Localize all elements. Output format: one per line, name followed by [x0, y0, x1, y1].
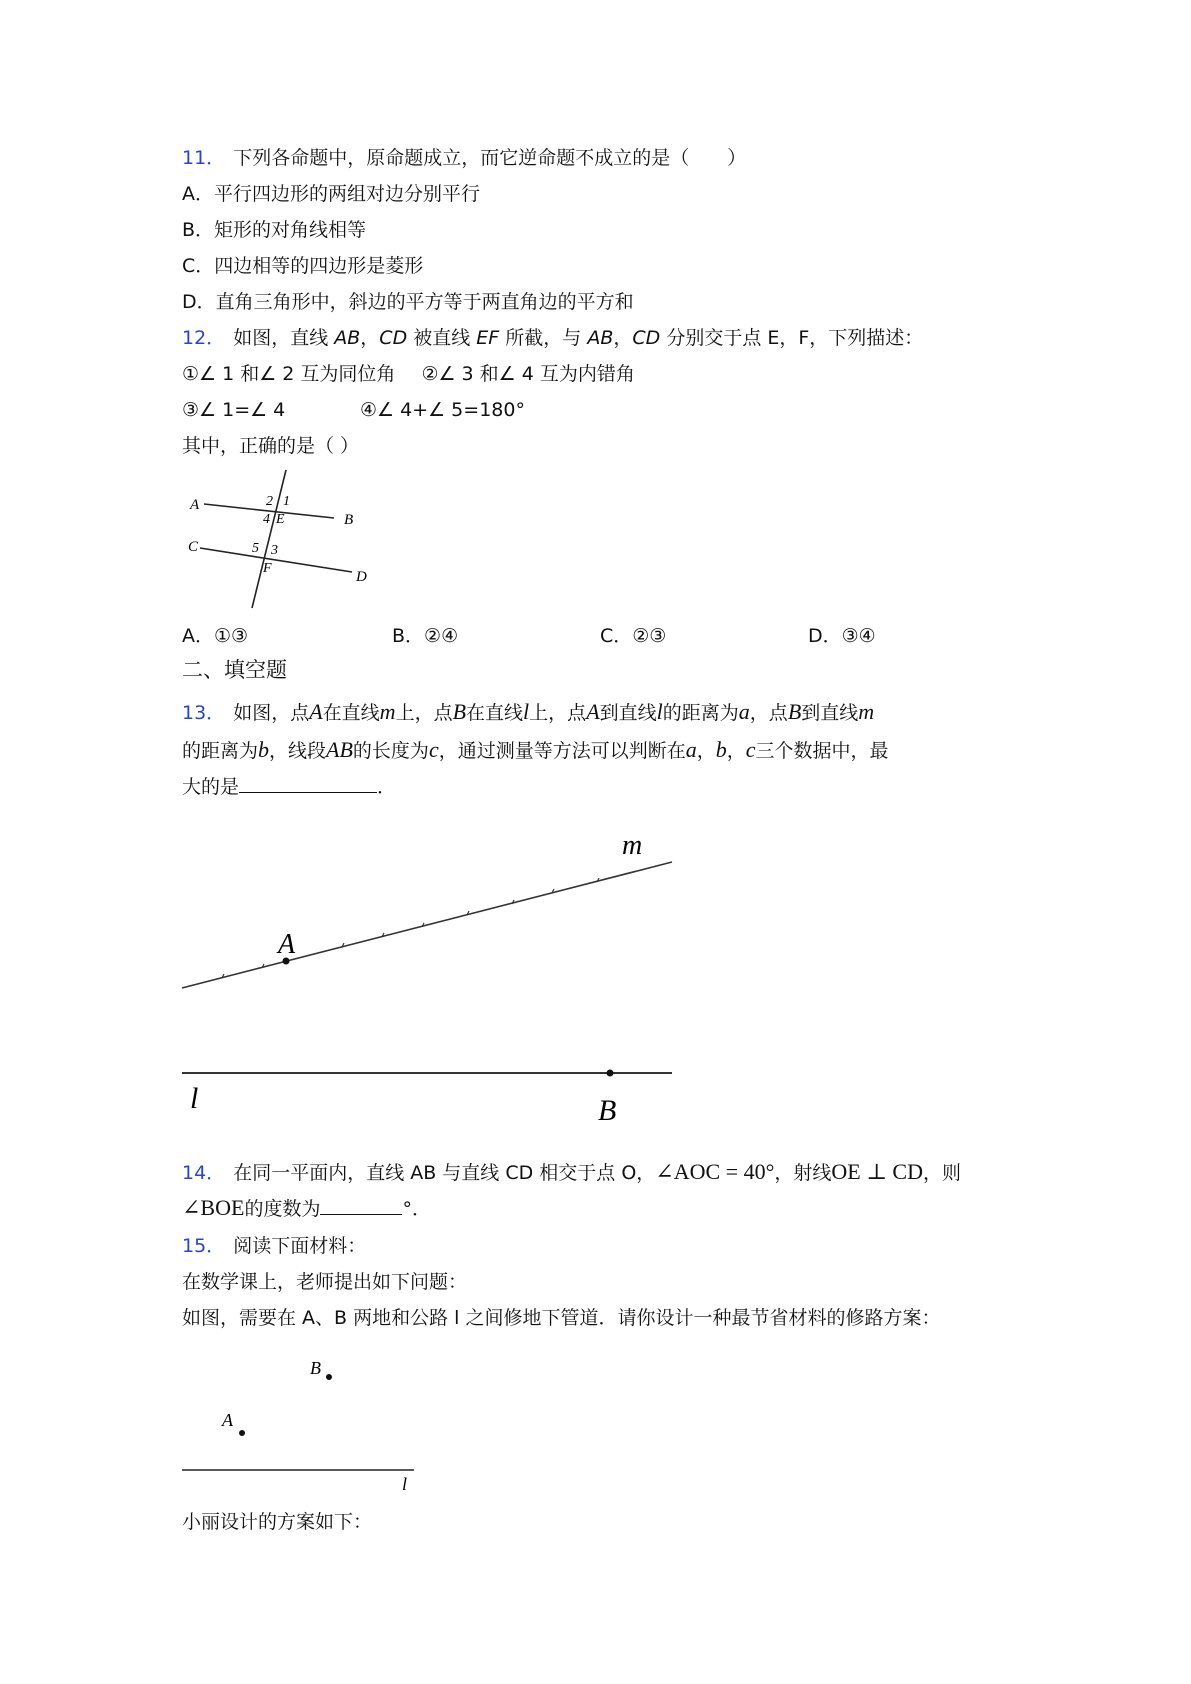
q13-text: ，点 [749, 702, 788, 724]
q12-stem-part: 所截，与 [499, 327, 588, 349]
q13-text: 到直线 [599, 702, 657, 724]
q15-line2: 在数学课上，老师提出如下问题： [182, 1271, 468, 1293]
label-m: m [622, 830, 643, 861]
q12-statement-1: ①∠ 1 和∠ 2 互为同位角 [182, 363, 396, 385]
q12-line-cd: CD [632, 327, 661, 349]
label-b: B [598, 1094, 617, 1127]
var-b: b [258, 737, 270, 762]
q12-comma: ， [613, 327, 633, 349]
label-a: A [278, 929, 296, 960]
section-heading: 二、填空题 [182, 658, 287, 682]
q14-answer-blank[interactable] [320, 1196, 402, 1215]
q13-text: 三个数据中，最 [755, 740, 889, 762]
label-b: B [310, 1358, 321, 1378]
q12-line-ab: AB [587, 327, 614, 349]
angle-boe: ∠BOE [182, 1195, 245, 1220]
q13-text: 在直线 [322, 702, 380, 724]
line-l-symbol: l [523, 699, 530, 724]
var-a: a [685, 737, 697, 762]
angle-aoc: ∠AOC = 40° [655, 1159, 775, 1184]
angle-2-label: 2 [266, 494, 273, 509]
q14-text: ，则 [922, 1162, 961, 1184]
q12-option-c: C．②③ [600, 625, 667, 647]
q12-statements-row1 [182, 362, 635, 386]
line-ef [252, 470, 286, 608]
q12-line-cd: CD [379, 327, 408, 349]
line-m-symbol: m [379, 699, 396, 724]
q12-option-b: B．②④ [392, 625, 459, 647]
q14-text: 在同一平面内，直线 AB 与直线 CD 相交于点 O， [233, 1162, 656, 1184]
q12-stem-part: 分别交于点 E，F，下列描述： [660, 327, 924, 349]
q11-number: 11． [182, 147, 226, 169]
q11-stem [182, 146, 746, 170]
q13-line2 [182, 738, 889, 763]
q12-stem-part: 被直线 [407, 327, 477, 349]
line-m [182, 862, 672, 988]
angle-4-label: 4 [263, 512, 270, 527]
var-c: c [428, 737, 439, 762]
q12-number: 12． [182, 327, 226, 349]
var-b: b [715, 737, 727, 762]
q12-line-ab: AB [334, 327, 361, 349]
q13-text: 的距离为 [662, 702, 739, 724]
q14-number: 14． [182, 1162, 226, 1184]
q15-number: 15． [182, 1235, 226, 1257]
line-m-symbol: m [858, 699, 875, 724]
q13-text: ，通过测量等方法可以判断在 [438, 740, 686, 762]
q11-stem-text: 下列各命题中，原命题成立，而它逆命题不成立的是（ ） [233, 147, 747, 169]
q12-figure [182, 462, 382, 612]
q13-text: 的长度为 [352, 740, 429, 762]
q14-line1 [182, 1160, 961, 1185]
label-l: l [190, 1082, 199, 1115]
q13-text: 如图，点 [233, 702, 310, 724]
q12-option-d: D．③④ [808, 625, 876, 647]
q14-text: ，射线 [774, 1162, 832, 1184]
q15-line1 [182, 1234, 366, 1258]
q14-line2 [182, 1196, 431, 1221]
point-b [607, 1070, 614, 1077]
q12-comma: ， [360, 327, 380, 349]
oe-perp-cd: OE ⊥ CD [831, 1159, 923, 1184]
q15-figure [182, 1340, 442, 1500]
q13-text: 上，点 [395, 702, 453, 724]
point-b [326, 1374, 332, 1380]
label-a: A [190, 497, 200, 513]
angle-5-label: 5 [252, 541, 259, 556]
q12-stem-part: 如图，直线 [233, 327, 335, 349]
angle-3-label: 3 [271, 543, 278, 558]
q14-text: 的度数为 [244, 1198, 321, 1220]
q13-line3 [182, 774, 396, 799]
point-a [239, 1430, 245, 1436]
q11-option-c: C．四边相等的四边形是菱形 [182, 255, 424, 277]
q12-statements-row2 [182, 398, 525, 422]
q13-figure [182, 820, 682, 1140]
q13-period: ． [377, 776, 397, 798]
q13-text: ，线段 [269, 740, 327, 762]
label-b: B [344, 512, 354, 528]
point-b-symbol: B [452, 699, 467, 724]
q12-stem [182, 326, 923, 350]
label-f: F [263, 561, 272, 576]
q13-line1 [182, 700, 874, 725]
q13-text: 到直线 [801, 702, 859, 724]
var-a: a [738, 699, 750, 724]
label-l: l [402, 1474, 408, 1494]
label-c: C [188, 539, 199, 555]
q12-option-a: A．①③ [182, 625, 249, 647]
q13-text: 在直线 [466, 702, 524, 724]
q13-comma: ， [696, 740, 716, 762]
q11-option-d: D．直角三角形中，斜边的平方等于两直角边的平方和 [182, 291, 634, 313]
line-l-symbol: l [656, 699, 663, 724]
angle-1-label: 1 [283, 494, 290, 509]
q11-option-a: A．平行四边形的两组对边分别平行 [182, 183, 480, 205]
q13-answer-blank[interactable] [239, 774, 377, 793]
q12-line-ef: EF [476, 327, 500, 349]
q13-text: 大的是 [182, 776, 240, 798]
label-d: D [356, 569, 367, 585]
point-a-symbol: A [586, 699, 600, 724]
q14-degree-end: °． [402, 1198, 431, 1220]
q12-statement-3: ③∠ 1=∠ 4 [182, 399, 286, 421]
q11-option-b: B．矩形的对角线相等 [182, 219, 367, 241]
segment-ab-symbol: AB [326, 737, 353, 762]
q15-line3: 如图，需要在 A、B 两地和公路 l 之间修地下管道．请你设计一种最节省材料的修路方案： [182, 1307, 941, 1329]
label-e: E [276, 512, 285, 527]
q13-number: 13． [182, 702, 226, 724]
q13-text: 上，点 [529, 702, 587, 724]
var-c: c [745, 737, 756, 762]
point-a-symbol: A [309, 699, 323, 724]
q15-stem: 阅读下面材料： [233, 1235, 367, 1257]
label-a: A [222, 1410, 233, 1430]
q12-statement-2: ②∠ 3 和∠ 4 互为内错角 [421, 363, 635, 385]
q12-question: 其中，正确的是（ ） [182, 435, 360, 457]
q12-statement-4: ④∠ 4+∠ 5=180° [360, 399, 525, 421]
q15-line4: 小丽设计的方案如下： [182, 1511, 373, 1533]
point-b-symbol: B [787, 699, 802, 724]
q13-text: 的距离为 [182, 740, 259, 762]
q13-comma: ， [726, 740, 746, 762]
